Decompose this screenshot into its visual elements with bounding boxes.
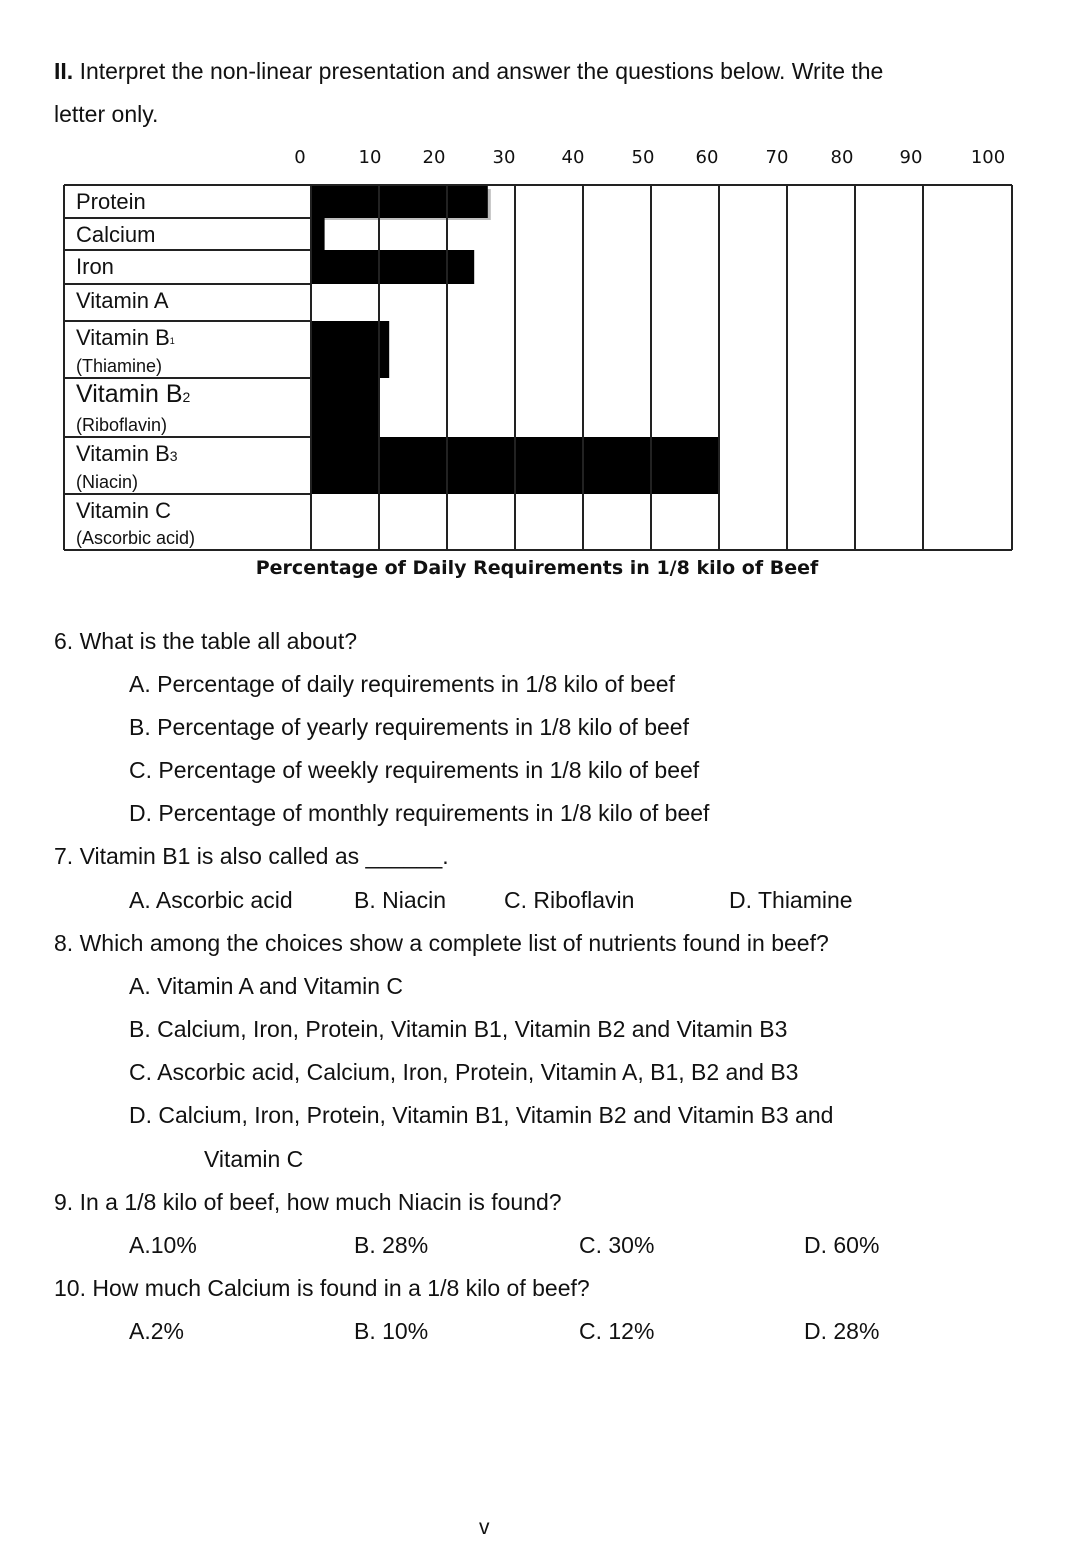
category-label: Iron xyxy=(76,254,114,279)
category-label: Calcium xyxy=(76,222,156,247)
x-tick-label: 30 xyxy=(492,147,516,168)
x-tick-label: 40 xyxy=(561,147,585,168)
chart-title: Percentage of Daily Requirements in 1/8 kilo of Beef xyxy=(255,557,819,579)
x-tick-label: 60 xyxy=(695,147,719,168)
q7-option-c: C. Riboflavin xyxy=(504,887,635,913)
q6-option-a: A. Percentage of daily requirements in 1/8 kilo of beef xyxy=(129,671,675,697)
bar xyxy=(311,218,325,250)
q6-option-d: D. Percentage of monthly requirements in 1/8 kilo of beef xyxy=(129,800,710,826)
q9-option-a: A.10% xyxy=(129,1232,197,1258)
x-tick-label: 70 xyxy=(765,147,789,168)
question-6: 6. What is the table all about? xyxy=(54,628,358,654)
q8-option-b: B. Calcium, Iron, Protein, Vitamin B1, Vitamin B2 and Vitamin B3 xyxy=(129,1016,788,1042)
category-label: Vitamin C xyxy=(76,498,171,523)
category-label: Vitamin A xyxy=(76,288,169,313)
question-7: 7. Vitamin B1 is also called as ______. xyxy=(54,843,449,869)
category-label: Vitamin B2 xyxy=(76,380,191,408)
q9-option-c: C. 30% xyxy=(579,1232,655,1258)
category-label: Vitamin B1 xyxy=(76,325,175,350)
x-tick-label: 20 xyxy=(422,147,446,168)
q7-option-a: A. Ascorbic acid xyxy=(129,887,293,913)
q8-option-a: A. Vitamin A and Vitamin C xyxy=(129,973,404,999)
bar xyxy=(311,378,379,437)
bar xyxy=(311,186,488,218)
q7-option-b: B. Niacin xyxy=(354,887,447,913)
q9-option-b: B. 28% xyxy=(354,1232,429,1258)
category-sublabel: (Thiamine) xyxy=(76,356,163,376)
category-subscript: 1 xyxy=(169,336,175,346)
x-tick-label: 0 xyxy=(294,147,306,168)
page-number: v xyxy=(479,1516,490,1539)
q9-option-d: D. 60% xyxy=(804,1232,880,1258)
x-tick-label: 50 xyxy=(631,147,655,168)
question-10: 10. How much Calcium is found in a 1/8 kilo of beef? xyxy=(54,1275,590,1301)
category-sublabel: (Riboflavin) xyxy=(76,415,168,435)
q10-option-c: C. 12% xyxy=(579,1318,655,1344)
x-tick-label: 80 xyxy=(830,147,854,168)
question-8: 8. Which among the choices show a complete list of nutrients found in beef? xyxy=(54,930,829,956)
q6-option-b: B. Percentage of yearly requirements in 1/8 kilo of beef xyxy=(129,714,689,740)
instruction-line-1: Interpret the non-linear presentation and answer the questions below. Write the xyxy=(79,58,884,84)
instruction-line-2: letter only. xyxy=(54,101,159,127)
category-sublabel: (Ascorbic acid) xyxy=(76,528,196,548)
q6-option-c: C. Percentage of weekly requirements in 1/8 kilo of beef xyxy=(129,757,700,783)
section-numeral: II. xyxy=(54,58,74,84)
q8-option-d: D. Calcium, Iron, Protein, Vitamin B1, Vitamin B2 and Vitamin B3 and xyxy=(129,1102,834,1128)
category-subscript: 2 xyxy=(182,389,191,405)
bar xyxy=(311,321,389,378)
x-tick-label: 100 xyxy=(970,147,1006,168)
nutrient-bar-chart xyxy=(0,0,1087,600)
q10-option-d: D. 28% xyxy=(804,1318,880,1344)
q7-option-d: D. Thiamine xyxy=(729,887,853,913)
bar xyxy=(311,250,474,284)
category-sublabel: (Niacin) xyxy=(76,472,139,492)
q10-option-b: B. 10% xyxy=(354,1318,429,1344)
question-9: 9. In a 1/8 kilo of beef, how much Niacin is found? xyxy=(54,1189,562,1215)
x-tick-label: 90 xyxy=(899,147,923,168)
category-subscript: 3 xyxy=(169,448,178,464)
x-tick-label: 10 xyxy=(358,147,382,168)
category-label: Protein xyxy=(76,189,146,214)
category-label: Vitamin B3 xyxy=(76,441,178,466)
q8-option-d-continued: Vitamin C xyxy=(204,1146,304,1172)
q10-option-a: A.2% xyxy=(129,1318,184,1344)
q8-option-c: C. Ascorbic acid, Calcium, Iron, Protein, Vitamin A, B1, B2 and B3 xyxy=(129,1059,799,1085)
